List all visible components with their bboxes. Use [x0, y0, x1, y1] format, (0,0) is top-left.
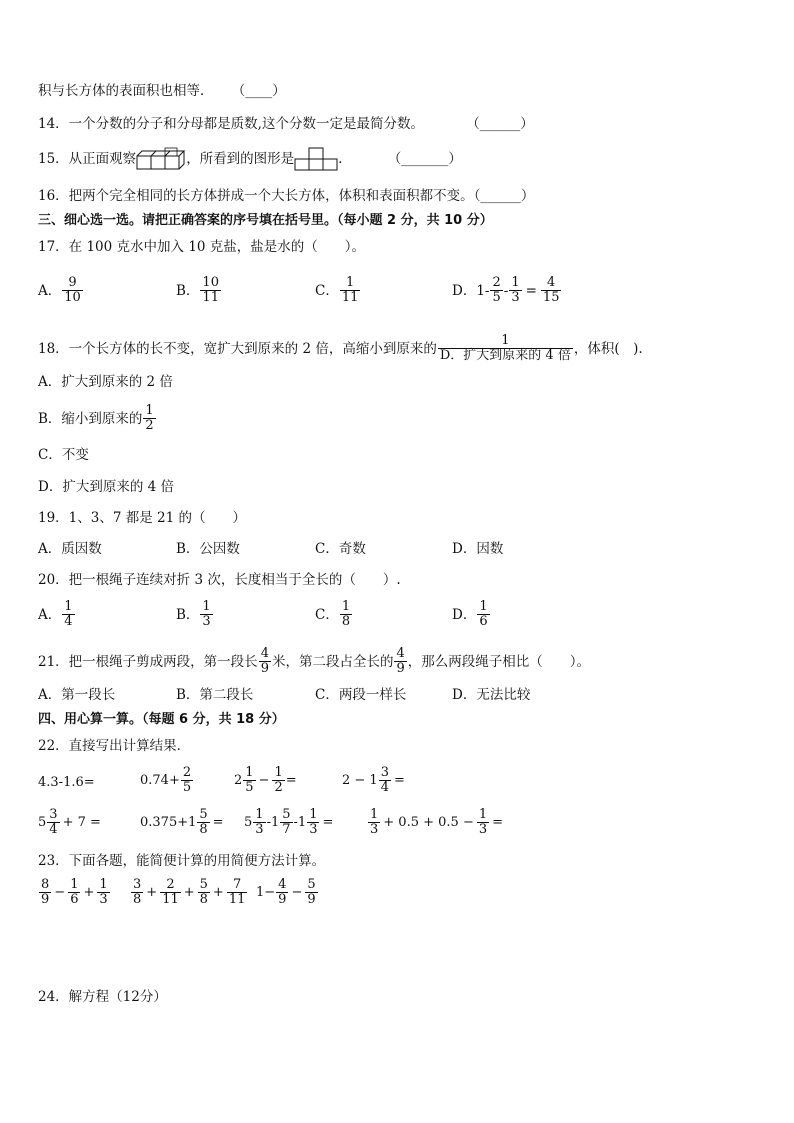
option-label: C．	[315, 606, 339, 623]
question-16-text: 16．把两个完全相同的长方体拼成一个大长方体，体积和表面积都不变。	[38, 188, 474, 204]
option-19-c[interactable]: C．奇数	[315, 541, 366, 557]
fraction: $\frac{1}{8}$	[341, 599, 351, 629]
fraction: $\frac{3}{8}$	[133, 877, 142, 907]
question-24-stem: 24．解方程（12分）	[38, 989, 167, 1005]
question-22-stem: 22．直接写出计算结果．	[38, 738, 191, 754]
fraction: $\frac{1}{3}$	[99, 877, 108, 907]
fraction: $\frac{1}{\text{D．扩大到原来的 4 倍}}$	[439, 333, 571, 363]
option-20-c[interactable]	[315, 600, 353, 629]
option-label: A．	[38, 282, 62, 299]
question-18-post: ，体积( ).	[573, 340, 643, 357]
option-label: C．	[315, 282, 339, 299]
option-17-d[interactable]	[452, 276, 562, 305]
option-18-c[interactable]: C．不变	[38, 447, 89, 463]
calc-23-1: $\frac{8}{9}$ − $\frac{1}{6}$ + $\frac{1}{3}$	[41, 877, 108, 907]
fraction: $\frac{4}{9}$	[260, 646, 269, 676]
fraction: $\frac{9}{10}$	[64, 275, 81, 305]
calc-22-1: 4.3-1.6=	[38, 775, 95, 790]
fraction: $\frac{1}{11}$	[341, 275, 359, 305]
fraction: $\frac{5}{8}$	[199, 877, 208, 907]
option-label: B．	[176, 282, 200, 299]
question-21-post: ，那么两段绳子相比（ ）。	[407, 653, 590, 670]
question-14	[38, 115, 534, 133]
answer-paren[interactable]: （_______）	[387, 151, 462, 167]
operator: =	[525, 282, 537, 299]
fraction: $\frac{1}{2}$	[274, 765, 283, 795]
fraction: $\frac{1}{6}$	[479, 599, 488, 629]
calc-22-6: 0.375+1 $\frac{5}{8}$ =	[140, 807, 224, 837]
question-18-stem	[38, 334, 643, 363]
calc-23-2: $\frac{3}{8}$ + $\frac{2}{11}$ + $\frac{5}{8}$ + $\frac{7}{11}$	[133, 877, 246, 907]
question-18-pre: 18．一个长方体的长不变，宽扩大到原来的 2 倍，高缩小到原来的	[38, 340, 437, 357]
question-19-stem: 19．1、3、7 都是 21 的（ ）	[38, 510, 246, 526]
fraction: $\frac{1}{6}$	[70, 877, 79, 907]
operator: -	[503, 282, 509, 299]
question-21-pre: 21．把一根绳子剪成两段，第一段长	[38, 653, 258, 670]
option-21-a[interactable]: A．第一段长	[38, 687, 116, 703]
calc-22-5: 5 $\frac{3}{4}$ + 7 =	[38, 807, 101, 837]
fraction: $\frac{1}{4}$	[64, 599, 73, 629]
front-view-shape-icon	[294, 147, 338, 171]
answer-paren[interactable]: （____）	[231, 83, 286, 99]
option-17-b[interactable]	[176, 276, 222, 305]
question-15-mid: ，所看到的图形是	[186, 151, 295, 167]
fraction: $\frac{10}{11}$	[202, 275, 219, 305]
fraction: $\frac{4}{9}$	[278, 877, 287, 907]
fraction: $\frac{5}{8}$	[199, 807, 208, 837]
fraction: $\frac{1}{3}$	[255, 807, 264, 837]
option-18-a[interactable]: A．扩大到原来的 2 倍	[38, 374, 173, 390]
fraction: $\frac{1}{3}$	[478, 807, 488, 837]
option-label: D．	[452, 282, 477, 299]
calc-22-7: 5 $\frac{1}{3}$ -1 $\frac{5}{7}$ -1 $\frac{1}{3}$ =	[244, 807, 334, 837]
cuboid-stack-icon	[136, 147, 186, 171]
question-16	[38, 187, 534, 205]
option-label: D．	[452, 606, 477, 623]
question-17-stem: 17．在 100 克水中加入 10 克盐，盐是水的（ ）。	[38, 239, 366, 255]
question-20-stem: 20．把一根绳子连续对折 3 次，长度相当于全长的（ ）.	[38, 572, 401, 588]
section-3-heading: 三、细心选一选。请把正确答案的序号填在括号里。（每小题 2 分，共 10 分）	[38, 213, 493, 228]
question-23-stem: 23．下面各题，能简便计算的用简便方法计算。	[38, 853, 326, 869]
calc-22-8: $\frac{1}{3}$ + 0.5 + 0.5 − $\frac{1}{3}$ =	[370, 807, 504, 837]
option-19-b[interactable]: B．公因数	[176, 541, 240, 557]
option-20-a[interactable]	[38, 600, 76, 629]
question-14-text: 14．一个分数的分子和分母都是质数,这个分数一定是最简分数。	[38, 116, 424, 132]
option-21-d[interactable]: D．无法比较	[452, 687, 531, 703]
fraction: $\frac{1}{3}$	[202, 599, 211, 629]
option-19-a[interactable]: A．质因数	[38, 541, 102, 557]
option-label: B．	[176, 606, 200, 623]
option-18-b[interactable]	[38, 404, 157, 433]
fraction: $\frac{2}{5}$	[182, 765, 192, 795]
section-4-heading: 四、用心算一算。（每题 6 分，共 18 分）	[38, 712, 285, 727]
option-text: B．缩小到原来的	[38, 410, 143, 427]
answer-paren[interactable]: （______）	[473, 188, 535, 204]
question-15	[38, 147, 462, 171]
fraction: $\frac{2}{5}$	[492, 275, 501, 305]
fraction: $\frac{4}{15}$	[542, 275, 560, 305]
calc-22-4: 2 − 1 $\frac{3}{4}$ =	[342, 765, 405, 795]
option-21-c[interactable]: C．两段一样长	[315, 687, 407, 703]
expression-part: 1-	[476, 282, 490, 299]
fraction: $\frac{1}{5}$	[245, 765, 254, 795]
calc-22-3: 2 $\frac{1}{5}$ − $\frac{1}{2}$ =	[234, 765, 297, 795]
option-21-b[interactable]: B．第二段长	[176, 687, 254, 703]
answer-paren[interactable]: （______）	[466, 116, 534, 132]
question-21-mid: 米，第二段占全长的	[271, 653, 394, 670]
fraction: $\frac{4}{9}$	[396, 646, 405, 676]
fraction: $\frac{1}{2}$	[145, 403, 154, 433]
option-20-d[interactable]	[452, 600, 491, 629]
fraction: $\frac{1}{3}$	[370, 807, 379, 837]
fraction: $\frac{2}{11}$	[162, 877, 179, 907]
fraction: $\frac{5}{9}$	[307, 877, 316, 907]
fraction: $\frac{5}{7}$	[282, 807, 291, 837]
fraction: $\frac{7}{11}$	[228, 877, 246, 907]
option-20-b[interactable]	[176, 600, 214, 629]
fraction: $\frac{8}{9}$	[41, 877, 50, 907]
question-15-pre: 15．从正面观察	[38, 151, 137, 167]
fraction: $\frac{3}{4}$	[380, 765, 389, 795]
option-18-d[interactable]: D．扩大到原来的 4 倍	[38, 479, 174, 495]
fraction: $\frac{1}{3}$	[309, 807, 318, 837]
question-15-post: ．	[338, 151, 352, 167]
question-13-text: 积与长方体的表面积也相等．	[38, 83, 214, 99]
question-21-stem	[38, 647, 590, 676]
fraction: $\frac{1}{3}$	[511, 275, 520, 305]
fraction: $\frac{3}{4}$	[49, 807, 58, 837]
option-label: A．	[38, 606, 62, 623]
question-13-tail	[38, 82, 286, 100]
option-17-a[interactable]	[38, 276, 84, 305]
option-19-d[interactable]: D．因数	[452, 541, 504, 557]
calc-22-2: 0.74+ $\frac{2}{5}$	[140, 765, 192, 795]
calc-23-3: 1− $\frac{4}{9}$ − $\frac{5}{9}$	[256, 877, 316, 907]
option-17-c[interactable]	[315, 276, 361, 305]
